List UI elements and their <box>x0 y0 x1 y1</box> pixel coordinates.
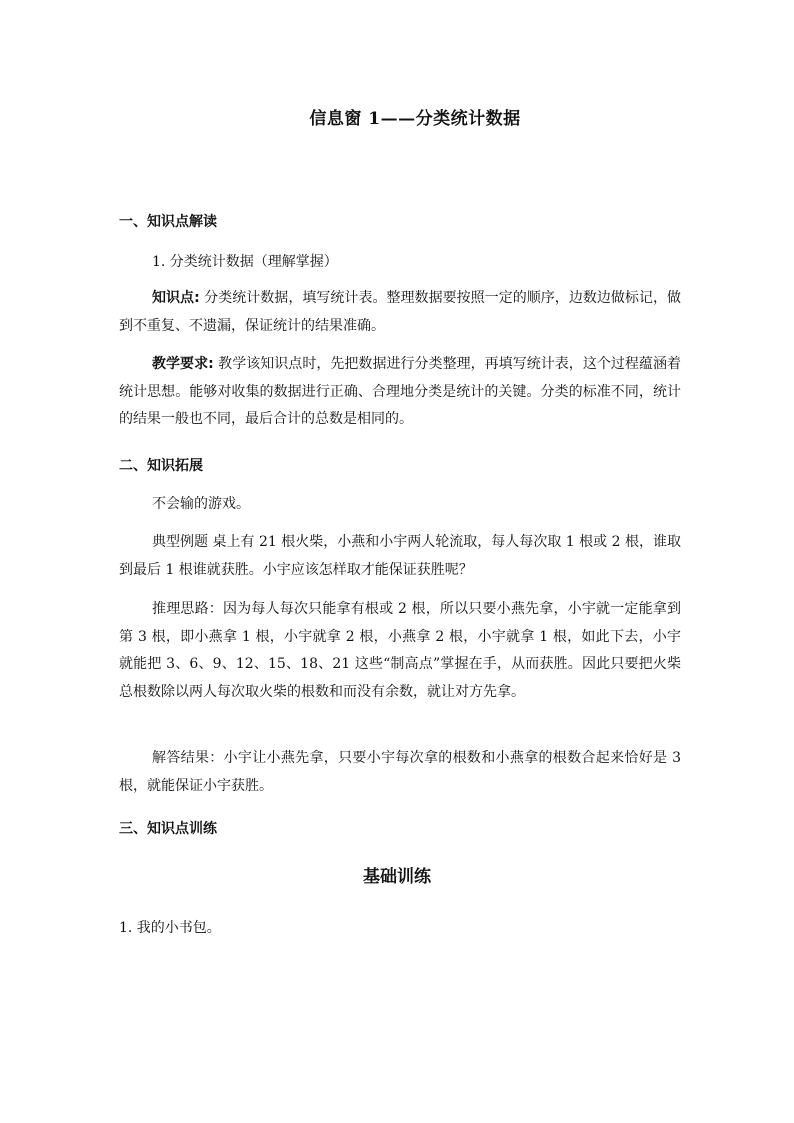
example-paragraph: 典型例题 桌上有 21 根火柴，小燕和小宇两人轮流取，每人每次取 1 根或 2 根，谁取到最后 1 根谁就获胜。小宇应该怎样取才能保证获胜呢？ <box>119 534 681 578</box>
section-heading-1: 一、知识点解读 <box>119 214 217 230</box>
knowledge-label: 知识点: <box>152 290 200 306</box>
answer-paragraph: 解答结果：小宇让小燕先拿，只要小宇每次拿的根数和小燕拿的根数合起来恰好是 3 根，就能保证小宇获胜。 <box>119 750 681 794</box>
section-heading-3: 三、知识点训练 <box>119 821 217 837</box>
requirement-text: 教学该知识点时，先把数据进行分类整理，再填写统计表，这个过程蕴涵着统计思想。能够对收集的数据进行正确、合理地分类是统计的关键。分类的标准不同，统计的结果一般也不同，最后合计的总数是相同的。 <box>119 356 681 427</box>
requirement-paragraph <box>119 351 681 434</box>
knowledge-text: 分类统计数据，填写统计表。整理数据要按照一定的顺序，边数边做标记，做到不重复、不遗漏，保证统计的结果准确。 <box>119 290 681 334</box>
section-heading-2: 二、知识拓展 <box>119 458 203 474</box>
extension-intro: 不会输的游戏。 <box>152 496 250 512</box>
requirement-label: 教学要求: <box>152 356 214 372</box>
knowledge-paragraph <box>119 285 681 340</box>
knowledge-point-title: 1. 分类统计数据（理解掌握） <box>152 254 338 270</box>
reasoning-paragraph: 推理思路：因为每人每次只能拿有根或 2 根，所以只要小燕先拿，小宇就一定能拿到第 3 根，即小燕拿 1 根，小宇就拿 2 根，小燕拿 2 根，小宇就拿 1 根，如此下去，小宇就能把 3、6、9、12、15、18、21 这些“制高点”掌握在手，从而获胜。因此只要把火柴总根数除以两人每次取火柴的根数和而没有余数，就让对方先拿。 <box>119 601 681 700</box>
document-title: 信息窗 1——分类统计数据 <box>309 109 521 129</box>
training-subtitle: 基础训练 <box>363 867 431 887</box>
question-1: 1. 我的小书包。 <box>119 920 221 936</box>
